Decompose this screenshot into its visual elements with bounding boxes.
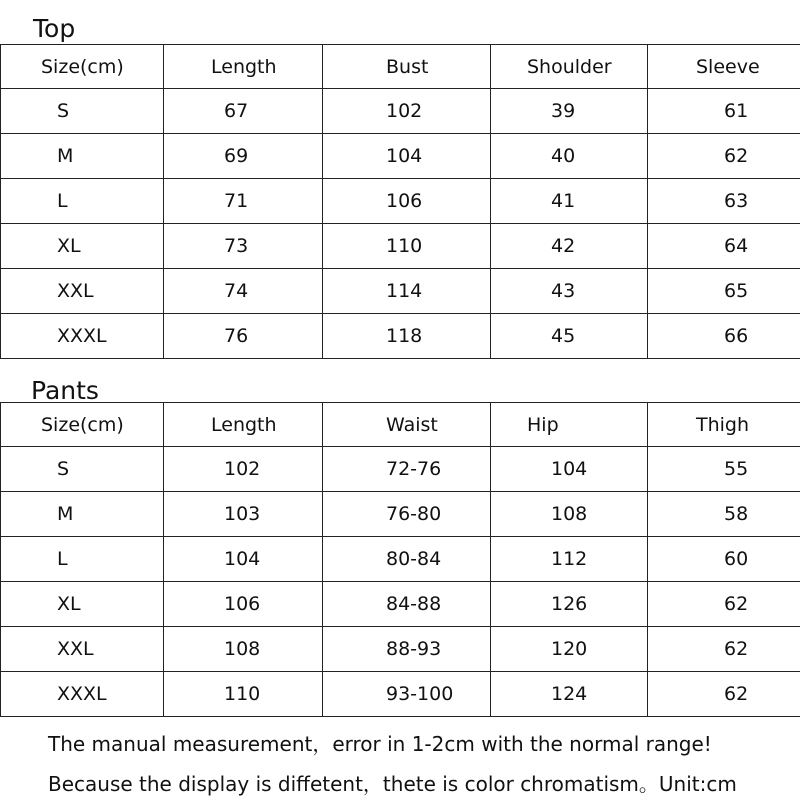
size-cell: M bbox=[1, 492, 164, 537]
table-header-row bbox=[1, 403, 800, 447]
table-row bbox=[1, 492, 800, 537]
sleeve-cell: 63 bbox=[648, 179, 800, 224]
sleeve-cell: 66 bbox=[648, 314, 800, 359]
hip-cell: 126 bbox=[491, 582, 648, 627]
sleeve-cell: 62 bbox=[648, 134, 800, 179]
thigh-cell: 58 bbox=[648, 492, 800, 537]
table-row bbox=[1, 672, 800, 717]
length-cell: 74 bbox=[164, 269, 323, 314]
table-row bbox=[1, 224, 800, 269]
pants-size-table bbox=[0, 402, 800, 717]
table-row bbox=[1, 314, 800, 359]
size-cell: L bbox=[1, 179, 164, 224]
bust-cell: 114 bbox=[323, 269, 491, 314]
shoulder-cell: 41 bbox=[491, 179, 648, 224]
waist-cell: 72-76 bbox=[323, 447, 491, 492]
shoulder-cell: 42 bbox=[491, 224, 648, 269]
size-cell: M bbox=[1, 134, 164, 179]
hip-cell: 120 bbox=[491, 627, 648, 672]
sleeve-cell: 65 bbox=[648, 269, 800, 314]
thigh-cell: 60 bbox=[648, 537, 800, 582]
length-cell: 104 bbox=[164, 537, 323, 582]
top-size-table bbox=[0, 44, 800, 359]
hip-cell: 124 bbox=[491, 672, 648, 717]
hip-cell: 108 bbox=[491, 492, 648, 537]
header-length: Length bbox=[164, 403, 323, 447]
length-cell: 76 bbox=[164, 314, 323, 359]
length-cell: 106 bbox=[164, 582, 323, 627]
header-sleeve: Sleeve bbox=[648, 45, 800, 89]
table-row bbox=[1, 134, 800, 179]
hip-cell: 112 bbox=[491, 537, 648, 582]
header-bust: Bust bbox=[323, 45, 491, 89]
length-cell: 71 bbox=[164, 179, 323, 224]
table-row bbox=[1, 269, 800, 314]
bust-cell: 110 bbox=[323, 224, 491, 269]
waist-cell: 93-100 bbox=[323, 672, 491, 717]
size-cell: S bbox=[1, 89, 164, 134]
waist-cell: 88-93 bbox=[323, 627, 491, 672]
table-row bbox=[1, 627, 800, 672]
length-cell: 67 bbox=[164, 89, 323, 134]
bust-cell: 104 bbox=[323, 134, 491, 179]
size-cell: XL bbox=[1, 582, 164, 627]
length-cell: 69 bbox=[164, 134, 323, 179]
thigh-cell: 62 bbox=[648, 672, 800, 717]
header-waist: Waist bbox=[323, 403, 491, 447]
table-header-row bbox=[1, 45, 800, 89]
table-row bbox=[1, 89, 800, 134]
hip-cell: 104 bbox=[491, 447, 648, 492]
waist-cell: 76-80 bbox=[323, 492, 491, 537]
thigh-cell: 62 bbox=[648, 582, 800, 627]
bust-cell: 102 bbox=[323, 89, 491, 134]
size-cell: L bbox=[1, 537, 164, 582]
size-cell: XXL bbox=[1, 627, 164, 672]
waist-cell: 80-84 bbox=[323, 537, 491, 582]
header-shoulder: Shoulder bbox=[491, 45, 648, 89]
sleeve-cell: 64 bbox=[648, 224, 800, 269]
waist-cell: 84-88 bbox=[323, 582, 491, 627]
length-cell: 110 bbox=[164, 672, 323, 717]
header-size: Size(cm) bbox=[1, 45, 164, 89]
header-thigh: Thigh bbox=[648, 403, 800, 447]
table-row bbox=[1, 447, 800, 492]
table-row bbox=[1, 179, 800, 224]
header-hip: Hip bbox=[491, 403, 648, 447]
shoulder-cell: 40 bbox=[491, 134, 648, 179]
size-cell: XXXL bbox=[1, 314, 164, 359]
size-cell: XXXL bbox=[1, 672, 164, 717]
color-note: Because the display is diffetent，thete is color chromatism。Unit:cm bbox=[48, 772, 737, 796]
pants-section-title: Pants bbox=[31, 376, 99, 405]
header-length: Length bbox=[164, 45, 323, 89]
bust-cell: 118 bbox=[323, 314, 491, 359]
header-size: Size(cm) bbox=[1, 403, 164, 447]
shoulder-cell: 45 bbox=[491, 314, 648, 359]
table-row bbox=[1, 537, 800, 582]
size-cell: S bbox=[1, 447, 164, 492]
sleeve-cell: 61 bbox=[648, 89, 800, 134]
bust-cell: 106 bbox=[323, 179, 491, 224]
length-cell: 108 bbox=[164, 627, 323, 672]
size-cell: XL bbox=[1, 224, 164, 269]
top-section-title: Top bbox=[33, 14, 76, 43]
length-cell: 102 bbox=[164, 447, 323, 492]
shoulder-cell: 39 bbox=[491, 89, 648, 134]
thigh-cell: 62 bbox=[648, 627, 800, 672]
shoulder-cell: 43 bbox=[491, 269, 648, 314]
measurement-note: The manual measurement，error in 1-2cm with the normal range! bbox=[48, 732, 712, 756]
length-cell: 103 bbox=[164, 492, 323, 537]
size-cell: XXL bbox=[1, 269, 164, 314]
length-cell: 73 bbox=[164, 224, 323, 269]
thigh-cell: 55 bbox=[648, 447, 800, 492]
table-row bbox=[1, 582, 800, 627]
